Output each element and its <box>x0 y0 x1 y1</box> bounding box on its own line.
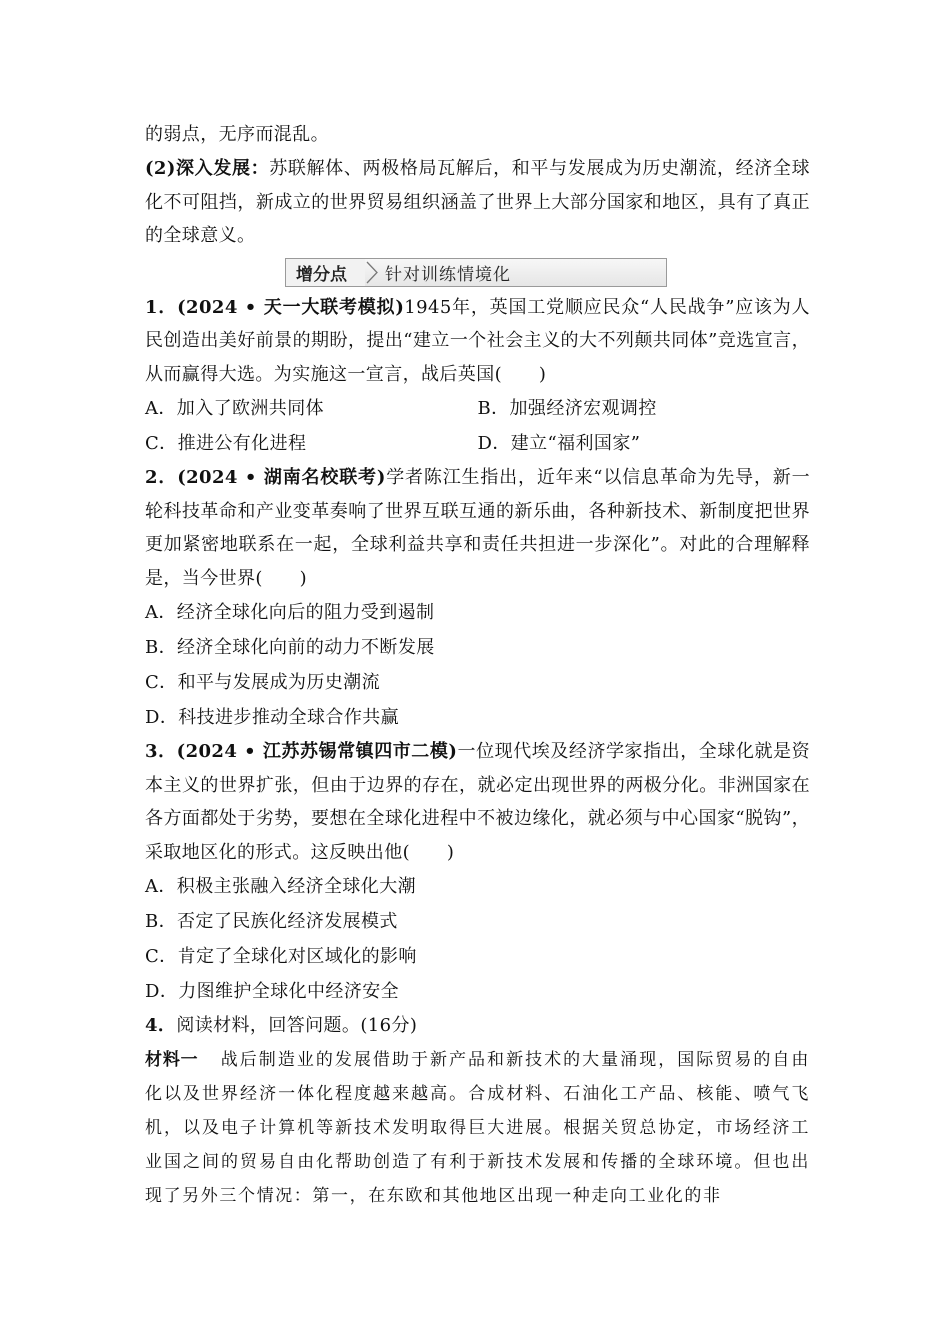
question-number: 1． <box>145 296 178 318</box>
option-c[interactable]: C．和平与发展成为历史潮流 <box>145 672 380 693</box>
material-text: 战后制造业的发展借助于新产品和新技术的大量涌现，国际贸易的自由化以及世界经济一体化程度越来越高。合成材料、石油化工产品、核能、喷气飞机，以及电子计算机等新技术发明取得巨大进展。根据关贸总协定，市场经济工业国之间的贸易自由化帮助创造了有利于新技术发展和传播的全球环境。但也出现了另外三个情况：第一，在东欧和其他地区出现一种走向工业化的非 <box>145 1050 810 1206</box>
question-number: 4． <box>145 1015 177 1036</box>
option-b[interactable]: B．经济全球化向前的动力不断发展 <box>145 637 435 658</box>
question-1-stem <box>145 291 810 392</box>
option-d[interactable]: D．建立“福利国家” <box>477 433 641 454</box>
banner-title: 针对训练情境化 <box>385 264 511 285</box>
intro-paragraph-2 <box>145 152 810 253</box>
question-number: 3． <box>145 741 177 762</box>
intro-p2-label: (2)深入发展： <box>145 158 270 179</box>
material-label: 材料一 <box>145 1050 199 1070</box>
question-2-stem <box>145 461 810 595</box>
question-source: (2024 • 江苏苏锡常镇四市二模) <box>176 741 458 762</box>
option-a[interactable]: A．加入了欧洲共同体 <box>145 398 324 419</box>
intro-line: 的弱点，无序而混乱。 <box>145 124 329 145</box>
banner-box <box>285 258 667 287</box>
question-text: 学者陈江生指出，近年来“以信息革命为先导，新一轮科技革命和产业变革奏响了世界互联互通的新乐曲，各种新技术、新制度把世界更加紧密地联系在一起，全球利益共享和责任共担进一步深化”。对此的合理解释是，当今世界( ) <box>145 467 811 589</box>
question-1-options-row-2 <box>145 426 810 461</box>
question-1-options-row-1 <box>145 391 810 426</box>
section-banner <box>145 255 810 289</box>
option-b[interactable]: B．否定了民族化经济发展模式 <box>145 911 398 932</box>
option-a[interactable]: A．积极主张融入经济全球化大潮 <box>145 876 416 897</box>
option-d[interactable]: D．力图维护全球化中经济安全 <box>145 981 400 1002</box>
material-1 <box>145 1043 810 1213</box>
question-4-stem <box>145 1009 810 1043</box>
option-c[interactable]: C．推进公有化进程 <box>145 433 307 454</box>
banner-tag: 增分点 <box>286 259 365 286</box>
question-text: 一位现代埃及经济学家指出，全球化就是资本主义的世界扩张，但由于边界的存在，就必定出现世界的两极分化。非洲国家在各方面都处于劣势，要想在全球化进程中不被边缘化，就必须与中心国家“脱钩”，采取地区化的形式。这反映出他( ) <box>145 741 810 863</box>
option-b[interactable]: B．加强经济宏观调控 <box>477 398 657 419</box>
intro-p2-text: 苏联解体、两极格局瓦解后，和平与发展成为历史潮流，经济全球化不可阻挡，新成立的世界贸易组织涵盖了世界上大部分国家和地区，具有了真正的全球意义。 <box>145 158 810 246</box>
question-source: (2024 • 天一大联考模拟) <box>177 296 405 318</box>
option-d[interactable]: D．科技进步推动全球合作共赢 <box>145 707 400 728</box>
question-text: 1945年，英国工党顺应民众“人民战争”应该为人民创造出美好前景的期盼，提出“建立一个社会主义的大不列颠共同体”竞选宣言，从而赢得大选。为实施这一宣言，战后英国( ) <box>145 296 810 385</box>
question-text: 阅读材料，回答问题。(16分) <box>176 1015 418 1036</box>
document-page <box>145 118 810 1213</box>
question-number: 2． <box>145 467 178 488</box>
question-source: (2024 • 湖南名校联考) <box>177 467 386 488</box>
question-3-stem <box>145 735 810 869</box>
chevron-right-icon <box>365 259 379 286</box>
option-c[interactable]: C．肯定了全球化对区域化的影响 <box>145 946 417 967</box>
option-a[interactable]: A．经济全球化向后的阻力受到遏制 <box>145 602 435 623</box>
